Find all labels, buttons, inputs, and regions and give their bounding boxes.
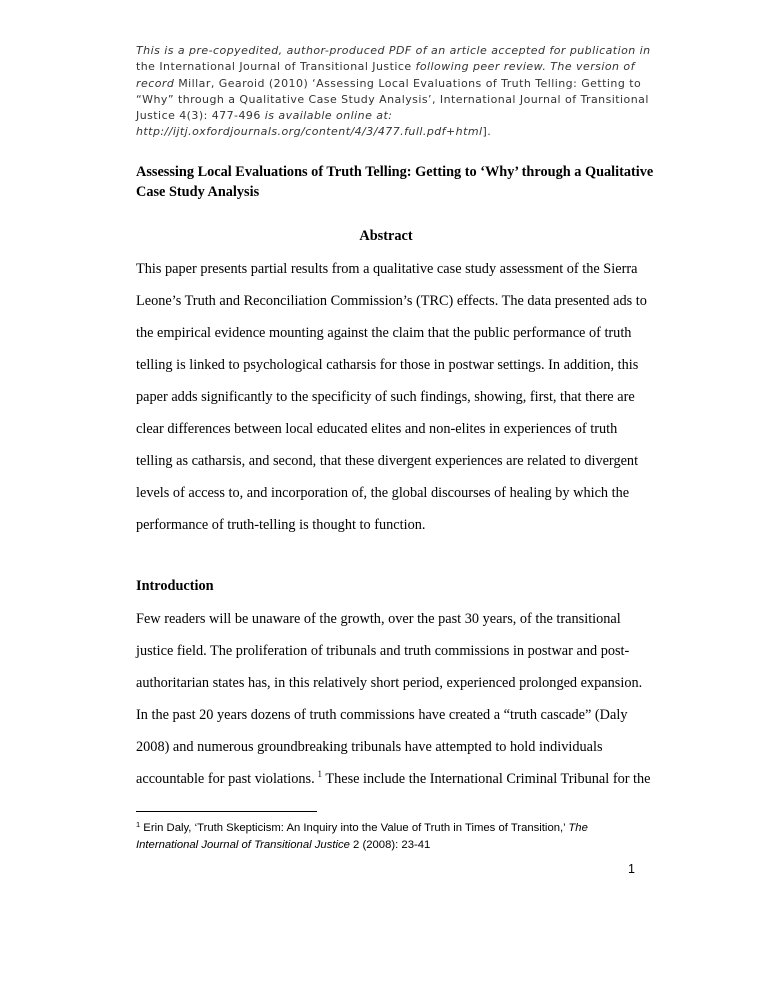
footnote-mark: 1: [136, 820, 141, 829]
intro-line: authoritarian states has, in this relatively short period, experienced prolonged expansion.: [136, 675, 643, 691]
abstract-line: telling as catharsis, and second, that these divergent experiences are related to divergent: [136, 453, 639, 469]
abstract-line: paper adds significantly to the specificity of such findings, showing, first, that there are: [136, 389, 635, 405]
intro-line-last: [136, 763, 656, 795]
intro-text: accountable for past violations.: [136, 771, 315, 787]
abstract-heading: Abstract: [359, 228, 413, 244]
abstract-line: clear differences between local educated elites and non-elites in experiences of truth: [136, 421, 618, 437]
abstract-line: levels of access to, and incorporation of, the global discourses of healing by which the: [136, 485, 630, 501]
intro-line: justice field. The proliferation of tribunals and truth commissions in postwar and post-: [136, 643, 630, 659]
intro-line: Few readers will be unaware of the growth, over the past 30 years, of the transitional: [136, 611, 621, 627]
abstract-line: the empirical evidence mounting against the claim that the public performance of truth: [136, 325, 632, 341]
notice-url[interactable]: is available online at: http://ijtj.oxfordjournals.org/content/4/3/477.full.pdf+html: [136, 109, 483, 139]
notice-text-1: This is a pre-copyedited, author-produced PDF of an article accepted for publication in: [136, 44, 651, 57]
introduction-heading: Introduction: [136, 578, 214, 594]
abstract-line: Leone’s Truth and Reconciliation Commission’s (TRC) effects. The data presented ads to: [136, 293, 647, 309]
notice-text-6: ].: [482, 125, 492, 139]
publication-notice: [136, 43, 656, 141]
footnote-reference[interactable]: 1: [317, 769, 323, 779]
intro-line: 2008) and numerous groundbreaking tribunals have attempted to hold individuals: [136, 739, 603, 755]
notice-text-2: the International Journal of Transitional Justice: [136, 60, 416, 74]
footnote-text: Erin Daly, ‘Truth Skepticism: An Inquiry into the Value of Truth in Times of Transition,’: [140, 822, 569, 834]
footnote: [136, 820, 636, 853]
introduction-body: [136, 603, 656, 795]
abstract-body: [136, 253, 656, 541]
abstract-line: This paper presents partial results from a qualitative case study assessment of the Sierra: [136, 261, 638, 277]
page-number: 1: [628, 862, 635, 876]
intro-line: In the past 20 years dozens of truth commissions have created a “truth cascade” (Daly: [136, 707, 628, 723]
notice-text-4: Millar, Gearoid (2010) ‘Assessing Local Evaluations of Truth Telling: Getting to “Why” through a Qualitative Case Study Analysis’, International Journal of Transitional Justice 4(3): 477-496: [136, 76, 649, 123]
article-title: Assessing Local Evaluations of Truth Telling: Getting to ‘Why’ through a Qualitative Case Study Analysis: [136, 164, 654, 200]
footnote-text: 2 (2008): 23-41: [349, 838, 431, 851]
abstract-line: telling is linked to psychological catharsis for those in postwar settings. In addition, this: [136, 357, 639, 373]
notice-text-3: following peer review. The version of record: [136, 60, 635, 90]
footnote-separator: [136, 811, 317, 812]
intro-text: These include the International Criminal Tribunal for the: [322, 771, 651, 787]
footnote-journal: The International Journal of Transitional Justice: [136, 822, 588, 851]
abstract-line: performance of truth-telling is thought to function.: [136, 517, 426, 533]
